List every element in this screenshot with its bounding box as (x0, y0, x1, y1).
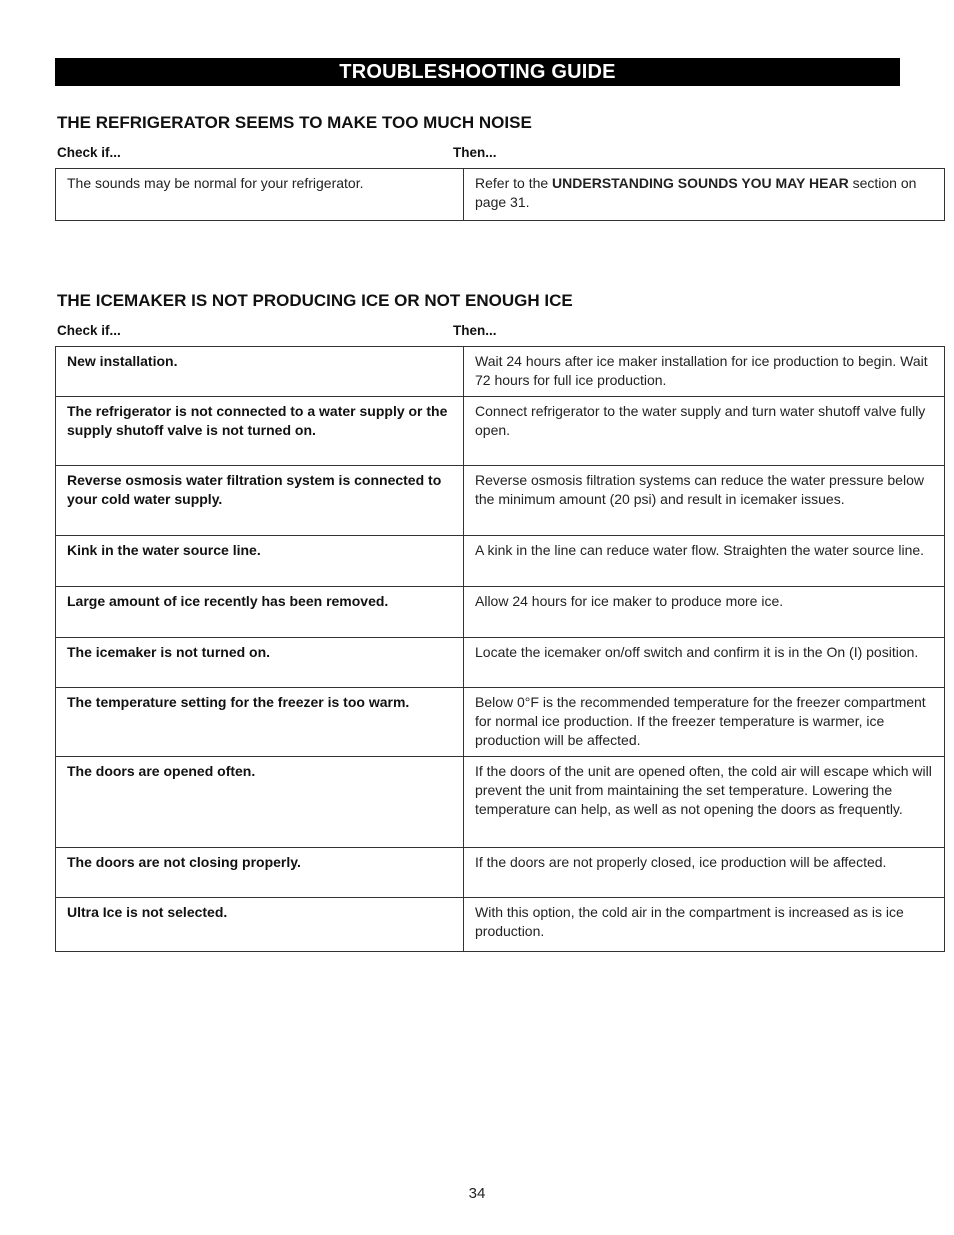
then-cell: A kink in the line can reduce water flow. Straighten the water source line. (464, 536, 945, 587)
check-cell: Large amount of ice recently has been removed. (56, 587, 464, 638)
check-cell: The sounds may be normal for your refrigerator. (56, 169, 464, 221)
check-cell: The doors are opened often. (56, 757, 464, 848)
check-cell: The doors are not closing properly. (56, 848, 464, 898)
then-text-before: Refer to the (475, 175, 553, 191)
then-cell: Connect refrigerator to the water supply and turn water shutoff valve fully open. (464, 397, 945, 466)
table-row (56, 688, 945, 757)
table-row (56, 587, 945, 638)
section-title: THE REFRIGERATOR SEEMS TO MAKE TOO MUCH NOISE (57, 113, 532, 132)
troubleshooting-table (55, 346, 945, 952)
table-row (56, 169, 945, 221)
troubleshooting-table (55, 168, 945, 221)
check-if-heading: Check if... (57, 323, 121, 338)
check-cell: Kink in the water source line. (56, 536, 464, 587)
table-row (56, 848, 945, 898)
table-row (56, 638, 945, 688)
then-text-bold: UNDERSTANDING SOUNDS YOU MAY HEAR (552, 175, 849, 191)
section-title: THE ICEMAKER IS NOT PRODUCING ICE OR NOT ENOUGH ICE (57, 291, 573, 310)
check-cell: New installation. (56, 347, 464, 397)
table-row (56, 536, 945, 587)
then-cell: With this option, the cold air in the compartment is increased as is ice production. (464, 898, 945, 952)
then-cell: If the doors are not properly closed, ice production will be affected. (464, 848, 945, 898)
then-cell: Allow 24 hours for ice maker to produce more ice. (464, 587, 945, 638)
table-row (56, 757, 945, 848)
check-cell: Reverse osmosis water filtration system is connected to your cold water supply. (56, 466, 464, 536)
then-text-after: section on page 31. (475, 175, 917, 210)
check-cell: Ultra Ice is not selected. (56, 898, 464, 952)
check-if-heading: Check if... (57, 145, 121, 160)
check-cell: The temperature setting for the freezer is too warm. (56, 688, 464, 757)
then-cell: If the doors of the unit are opened often, the cold air will escape which will prevent the unit from maintaining the set temperature. Lowering the temperature can help, as well as not opening the doors as frequently. (464, 757, 945, 848)
then-cell: Wait 24 hours after ice maker installation for ice production to begin. Wait 72 hours for full ice production. (464, 347, 945, 397)
section-icemaker (55, 291, 932, 952)
page-header: TROUBLESHOOTING GUIDE (55, 58, 900, 86)
table-row (56, 347, 945, 397)
then-heading: Then... (453, 323, 497, 338)
then-cell: Locate the icemaker on/off switch and confirm it is in the On (I) position. (464, 638, 945, 688)
check-cell: The refrigerator is not connected to a water supply or the supply shutoff valve is not turned on. (56, 397, 464, 466)
then-cell: Reverse osmosis filtration systems can reduce the water pressure below the minimum amount (20 psi) and result in icemaker issues. (464, 466, 945, 536)
page-number: 34 (468, 1185, 486, 1202)
column-headings (55, 144, 900, 162)
then-cell: Below 0°F is the recommended temperature for the freezer compartment for normal ice production. If the freezer temperature is warmer, ice production will be affected. (464, 688, 945, 757)
then-cell (464, 169, 945, 221)
table-row (56, 466, 945, 536)
column-headings (55, 322, 900, 340)
then-heading: Then... (453, 145, 497, 160)
check-cell: The icemaker is not turned on. (56, 638, 464, 688)
table-row (56, 397, 945, 466)
section-noise (55, 113, 917, 221)
table-row (56, 898, 945, 952)
